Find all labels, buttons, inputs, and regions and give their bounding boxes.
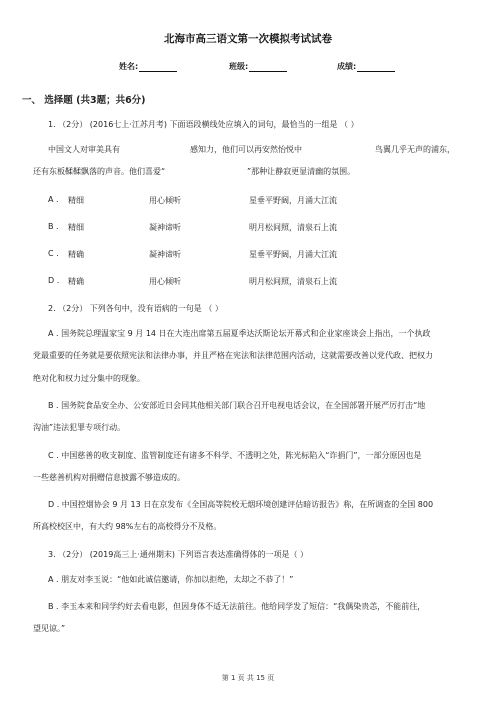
option-letter: A . — [48, 195, 59, 204]
q2-option-c-line1[interactable]: C . 中国慈善的收支制度、监管制度还有诸多不科学、不透明之处，陈光标陷入“诈捐门”，一部分原因也是 — [48, 451, 422, 460]
q2-option-a-line3: 绝对化和权力过分集中的现象。 — [33, 374, 145, 383]
q1-option-b-col3: 明月松间照，清泉石上流 — [249, 223, 337, 232]
q3-stem: 3. （2分） (2019高三上·通州期末) 下列语言表达准确得体的一项是（ ） — [48, 550, 309, 559]
q1-option-b-col2: 凝神谛听 — [149, 223, 181, 232]
q1-passage-line2a: 还有东板鞣鞣飘落的声音。他们喜爱“ — [33, 167, 166, 176]
q2-option-b-line2: 沟油”违法犯罪专项行动。 — [33, 423, 126, 432]
q1-option-a[interactable] — [48, 195, 59, 204]
name-blank-line — [139, 62, 177, 72]
q1-option-c-col3: 星垂平野阔，月涌大江流 — [249, 250, 337, 259]
q3-option-b-line1[interactable]: B . 李玉本来和同学约好去看电影，但因身体不适无法前往。他给同学发了短信：“我偶染贵恙，不能前往， — [48, 602, 426, 611]
q1-option-a-col3: 星垂平野阔，月涌大江流 — [249, 196, 337, 205]
q1-option-d-col2: 用心倾听 — [149, 277, 181, 286]
class-blank-line — [249, 62, 287, 72]
name-field — [119, 61, 177, 72]
q1-option-b[interactable] — [48, 222, 59, 231]
q1-option-a-col1: 精细 — [68, 196, 84, 205]
class-label: 班级: — [229, 62, 249, 71]
q1-passage-line2b: ”那种让静寂更显清幽的氛围。 — [247, 167, 356, 176]
q2-option-a-line2: 党最重要的任务就是要依照宪法和法律办事，并且严格在宪法和法律范围内活动，这就需要改善以党代政、把权力 — [33, 351, 433, 360]
q1-passage-line1b: 感知力，他们可以再安然怡悦中 — [190, 145, 302, 154]
section-heading: 一、 选择题 (共3题；共6分) — [22, 95, 146, 106]
q1-stem: 1. （2分） (2016七上·江苏月考) 下面语段横线处应填入的词句，最恰当的一组是 （ ） — [48, 120, 359, 129]
q3-option-b-line2: 望见谅。” — [33, 624, 66, 633]
q1-option-d[interactable] — [48, 276, 59, 285]
option-letter: C . — [48, 249, 59, 258]
q1-option-d-col1: 精确 — [68, 277, 84, 286]
q1-option-b-col1: 精细 — [68, 223, 84, 232]
page-footer: 第 1 页 共 15 页 — [221, 674, 275, 682]
q1-option-c-col2: 凝神谛听 — [149, 250, 181, 259]
q1-option-d-col3: 明月松间照，清泉石上流 — [249, 277, 337, 286]
q2-option-b-line1[interactable]: B . 国务院食品安全办、公安部近日会同其他相关部门联合召开电视电话会议，在全国部署开展严厉打击“地 — [48, 401, 426, 410]
q2-option-a-line1[interactable]: A . 国务院总理温家宝 9 月 14 日在大连出席第五届夏季达沃斯论坛开幕式和企业家座谈会上指出，一个执政 — [48, 329, 431, 338]
q1-option-c-col1: 精确 — [68, 250, 84, 259]
q1-passage-line1a: 中国文人对审美具有 — [48, 145, 120, 154]
score-blank-line — [357, 62, 395, 72]
score-label: 成绩: — [337, 62, 357, 71]
q2-option-d-line1[interactable]: D . 中国控烟协会 9 月 13 日在京发布《全国高等院校无烟环境创建评估暗访报告》称，在所调查的全国 800 — [48, 500, 434, 509]
q1-passage-line1c: 鸟翼几乎无声的浦东， — [375, 145, 455, 154]
q3-option-a[interactable]: A . 朋友对李玉说：“他如此诚信邀请，你加以拒绝，太却之不恭了！” — [48, 575, 294, 584]
option-letter: B . — [48, 222, 59, 231]
option-letter: D . — [48, 276, 60, 285]
q2-option-d-line2: 所高校校区中，有大约 98%左右的高校得分不及格。 — [33, 522, 222, 531]
class-field — [229, 61, 287, 72]
q2-option-c-line2: 一些慈善机构对捐赠信息披露不够造成的。 — [33, 473, 185, 482]
q1-option-a-col2: 用心倾听 — [149, 196, 181, 205]
q2-stem: 2. （2分） 下列各句中，没有语病的一句是 （ ） — [48, 304, 223, 313]
page-title: 北海市高三语文第一次模拟考试试卷 — [164, 33, 332, 45]
score-field — [337, 61, 395, 72]
q1-option-c[interactable] — [48, 249, 59, 258]
name-label: 姓名: — [119, 62, 139, 71]
